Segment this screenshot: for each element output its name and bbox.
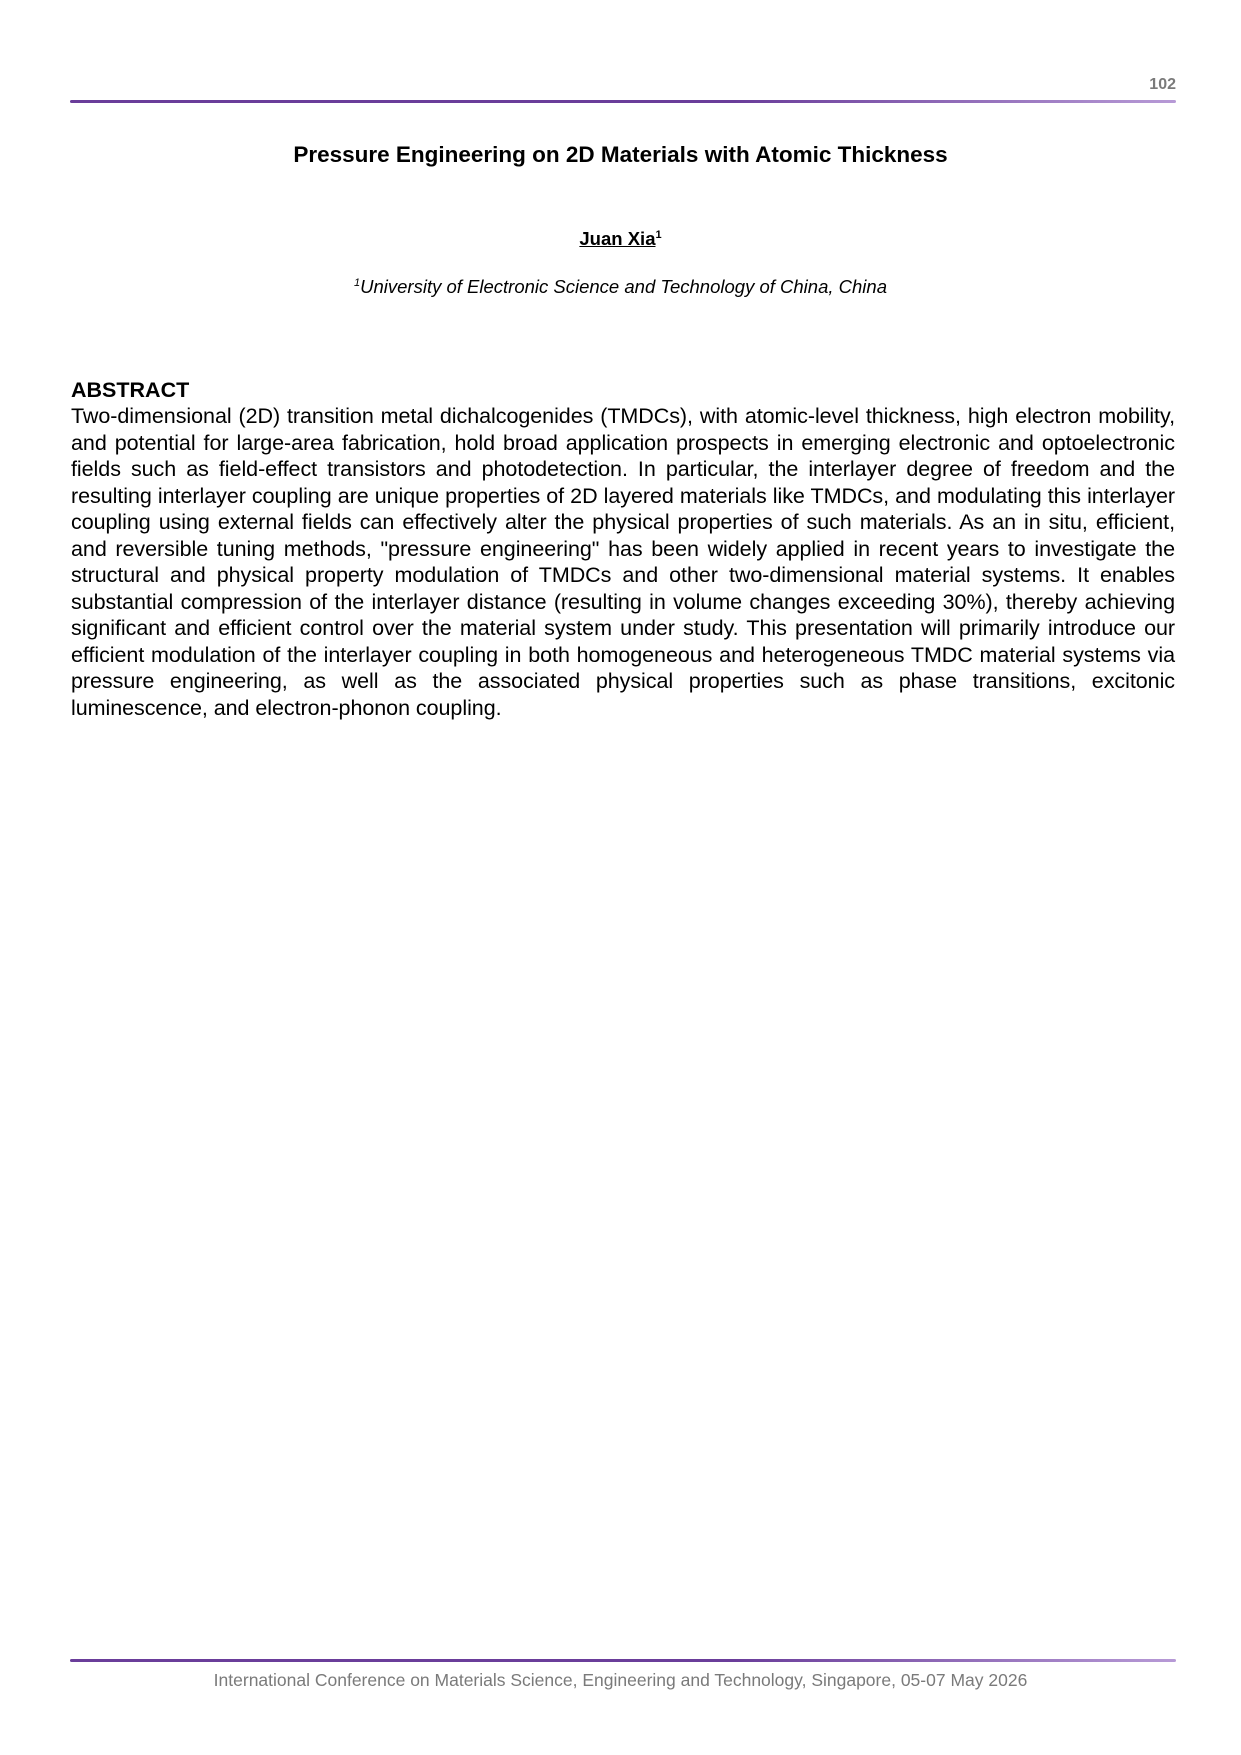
paper-title: Pressure Engineering on 2D Materials with Atomic Thickness [293, 142, 948, 167]
header-divider [70, 100, 1176, 103]
affiliation-superscript: 1 [354, 276, 361, 289]
footer-divider [70, 1659, 1176, 1662]
abstract-heading: ABSTRACT [71, 378, 190, 402]
author-line [0, 228, 1241, 250]
page-number: 102 [1149, 76, 1176, 93]
conference-footer: International Conference on Materials Science, Engineering and Technology, Singapore, 05-07 May 2026 [213, 1670, 1028, 1690]
abstract-body: Two-dimensional (2D) transition metal dichalcogenides (TMDCs), with atomic-level thickness, high electron mobility, and potential for large-area fabrication, hold broad application prospects in emerging electronic and optoelectronic fields such as field-effect transistors and photodetection. In particular, the interlayer degree of freedom and the resulting interlayer coupling are unique properties of 2D layered materials like TMDCs, and modulating this interlayer coupling using external fields can effectively alter the physical properties of such materials. As an in situ, efficient, and reversible tuning methods, "pressure engineering" has been widely applied in recent years to investigate the structural and physical property modulation of TMDCs and other two-dimensional material systems. It enables substantial compression of the interlayer distance (resulting in volume changes exceeding 30%), thereby achieving significant and efficient control over the material system under study. This presentation will primarily introduce our efficient modulation of the interlayer coupling in both homogeneous and heterogeneous TMDC material systems via pressure engineering, as well as the associated physical properties such as phase transitions, excitonic luminescence, and electron-phonon coupling. [71, 404, 1175, 720]
author-name: Juan Xia [579, 228, 656, 249]
affiliation-text: University of Electronic Science and Technology of China, China [360, 276, 887, 297]
author-superscript: 1 [655, 228, 662, 241]
affiliation-line [0, 276, 1241, 298]
